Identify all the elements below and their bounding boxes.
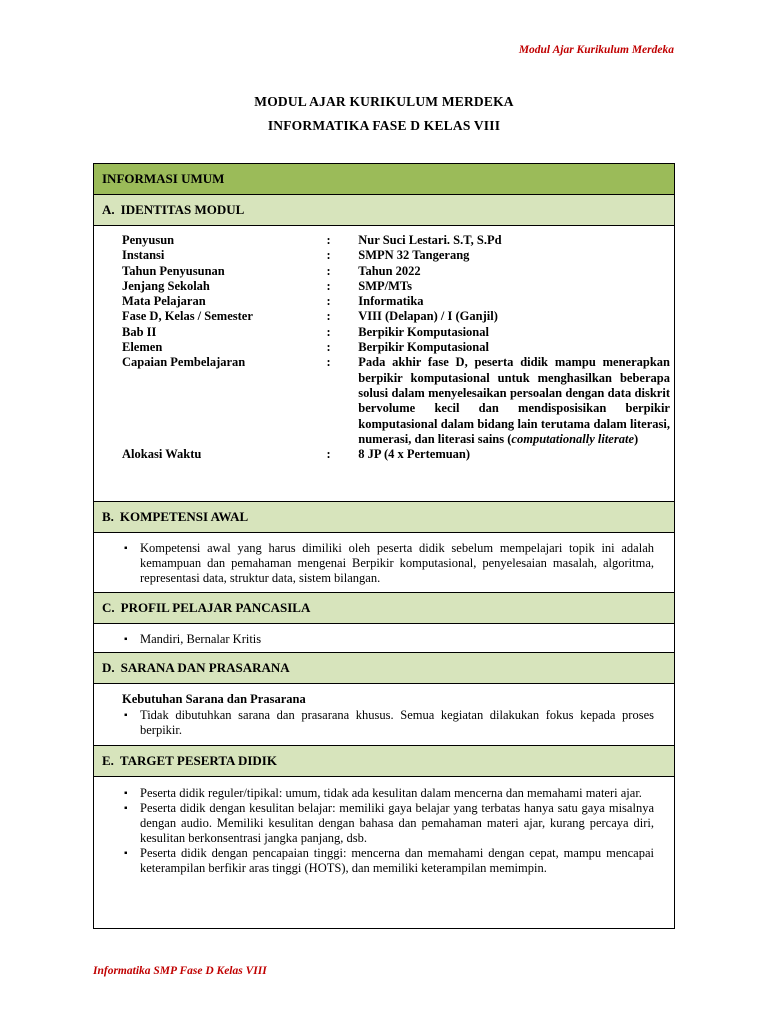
- section-title: KOMPETENSI AWAL: [119, 509, 249, 524]
- field-key: Alokasi Waktu: [122, 447, 202, 462]
- identitas-row: [122, 340, 670, 355]
- field-key: Fase D, Kelas / Semester: [122, 309, 253, 324]
- field-key: Bab II: [122, 324, 157, 339]
- field-key: Mata Pelajaran: [122, 294, 206, 309]
- colon: :: [326, 355, 331, 370]
- identitas-row: [122, 294, 670, 309]
- list-item: ▪ Peserta didik reguler/tipikal: umum, tidak ada kesulitan dalam mencerna dan memahami materi ajar.: [124, 786, 654, 801]
- colon: :: [326, 233, 331, 247]
- field-value: 8 JP (4 x Pertemuan): [358, 447, 471, 462]
- identitas-row: [122, 248, 670, 263]
- list-item: ▪ Peserta didik dengan kesulitan belajar: memiliki gaya belajar yang terbatas hanya satu gaya misalnya dengan audio. Memiliki kesulitan dengan bahasa dan pemahaman materi ajar, kurang percaya diri, kesulitan berkonsentrasi jangka panjang, dsb.: [124, 801, 654, 846]
- identitas-row: [122, 309, 670, 324]
- colon: :: [326, 263, 331, 278]
- profil-list: [124, 632, 654, 647]
- running-header: Modul Ajar Kurikulum Merdeka: [518, 44, 674, 56]
- colon: :: [326, 340, 331, 355]
- section-e-header: [94, 745, 674, 777]
- field-key: Penyusun: [122, 233, 175, 247]
- field-key: Instansi: [122, 248, 165, 263]
- section-title: TARGET PESERTA DIDIK: [119, 753, 277, 768]
- capaian-value: Pada akhir fase D, peserta didik mampu menerapkan berpikir komputasional untuk menghasilkan beberapa solusi dalam menyelesaikan persoalan dengan data diskrit bervolume kecil dan mendisposisikan berpikir komputasional dalam bidang lain terutama dalam literasi, numerasi, dan literasi sains (computationally literate): [358, 355, 670, 446]
- field-key: Capaian Pembelajaran: [122, 355, 246, 370]
- field-key: Tahun Penyusunan: [122, 263, 225, 278]
- section-letter: A.: [102, 202, 115, 217]
- document-subtitle: INFORMATIKA FASE D KELAS VIII: [267, 118, 501, 133]
- section-letter: B.: [102, 509, 114, 524]
- colon: :: [326, 248, 331, 263]
- list-item: ▪ Peserta didik dengan pencapaian tinggi: mencerna dan memahami dengan cepat, mampu mencapai keterampilan berfikir aras tinggi (HOTS), dan memiliki keterampilan memimpin.: [124, 846, 654, 876]
- field-value: Berpikir Komputasional: [358, 340, 489, 355]
- capaian-italic: computationally literate: [511, 431, 634, 446]
- identitas-row: [122, 355, 670, 447]
- field-value: VIII (Delapan) / I (Ganjil): [358, 309, 498, 324]
- section-letter: D.: [102, 660, 115, 675]
- sarana-list: [124, 708, 654, 738]
- sarana-subheading: Kebutuhan Sarana dan Prasarana: [122, 692, 306, 706]
- field-value: SMP/MTs: [358, 278, 412, 293]
- field-value: Berpikir Komputasional: [358, 324, 489, 339]
- section-letter: E.: [102, 753, 114, 768]
- colon: :: [326, 309, 331, 324]
- section-letter: C.: [102, 600, 115, 615]
- section-b-header: [94, 501, 674, 533]
- colon: :: [326, 447, 331, 462]
- module-table: [93, 163, 675, 929]
- identitas-row: [122, 279, 670, 294]
- colon: :: [326, 278, 331, 293]
- section-title: PROFIL PELAJAR PANCASILA: [120, 600, 311, 615]
- field-value: Nur Suci Lestari. S.T, S.Pd: [358, 233, 502, 247]
- identitas-row: [122, 447, 670, 462]
- field-value: Tahun 2022: [358, 263, 421, 278]
- section-title: SARANA DAN PRASARANA: [120, 660, 290, 675]
- running-footer: Informatika SMP Fase D Kelas VIII: [93, 965, 267, 977]
- info-umum-header: [94, 164, 674, 195]
- section-c-header: [94, 592, 674, 624]
- field-key: Elemen: [122, 340, 163, 355]
- info-umum-label: INFORMASI UMUM: [102, 171, 225, 186]
- field-value: SMPN 32 Tangerang: [358, 248, 470, 263]
- field-value: Informatika: [358, 294, 424, 309]
- list-item: ▪ Tidak dibutuhkan sarana dan prasarana khusus. Semua kegiatan dilakukan fokus kepada proses berpikir.: [124, 708, 654, 738]
- identitas-list: [122, 233, 670, 462]
- kompetensi-list: [124, 541, 654, 586]
- identitas-row: [122, 264, 670, 279]
- section-title: IDENTITAS MODUL: [120, 202, 245, 217]
- colon: :: [326, 294, 331, 309]
- capaian-text: Pada akhir fase D, peserta didik mampu menerapkan berpikir komputasional untuk menghasilkan beberapa solusi dalam menyelesaikan persoalan dengan data diskrit bervolume kecil dan mendisposisikan berpikir komputasional dalam bidang lain terutama dalam literasi, numerasi, dan literasi sains: [358, 355, 670, 446]
- identitas-row: [122, 233, 670, 248]
- list-item: ▪ Mandiri, Bernalar Kritis: [124, 632, 654, 647]
- field-key: Jenjang Sekolah: [122, 278, 210, 293]
- colon: :: [326, 324, 331, 339]
- section-d-header: [94, 652, 674, 684]
- document-title: MODUL AJAR KURIKULUM MERDEKA: [254, 94, 514, 109]
- identitas-row: [122, 325, 670, 340]
- section-a-header: [94, 194, 674, 226]
- list-item: ▪ Kompetensi awal yang harus dimiliki oleh peserta didik sebelum mempelajari topik ini adalah kemampuan dan pemahaman mengenai Berpikir komputasional, penyelesaian masalah, algoritma, representasi data, struktur data, sistem bilangan.: [124, 541, 654, 586]
- target-list: [124, 786, 654, 876]
